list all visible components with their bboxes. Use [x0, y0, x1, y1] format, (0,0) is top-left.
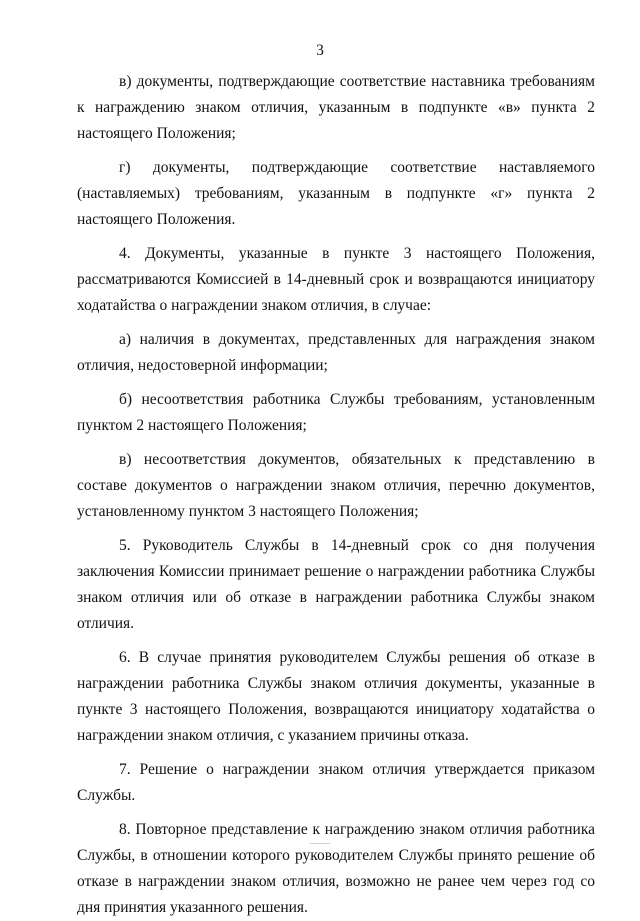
scan-artifact-mark: [310, 843, 330, 844]
paragraph-4v: в) несоответствия документов, обязательных к представлению в составе документов о награждении знаком отличия, перечню документов, установленному пунктом 3 настоящего Положения;: [77, 451, 595, 520]
paragraph-5: 5. Руководитель Службы в 14-дневный срок со дня получения заключения Комиссии принимает решение о награждении работника Службы знаком отличия или об отказе в награждении работника Службы знаком отличия.: [77, 537, 595, 632]
paragraph-7: 7. Решение о награждении знаком отличия утверждается приказом Службы.: [77, 761, 595, 804]
paragraph-3g: г) документы, подтверждающие соответствие наставляемого (наставляемых) требованиям, указанным в подпункте «г» пункта 2 настоящего Положения.: [77, 159, 595, 228]
paragraph-4: 4. Документы, указанные в пункте 3 настоящего Положения, рассматриваются Комиссией в 14-дневный срок и возвращаются инициатору ходатайства о награждении знаком отличия, в случае:: [77, 245, 595, 314]
paragraph-3v: в) документы, подтверждающие соответствие наставника требованиям к награждению знаком отличия, указанным в подпункте «в» пункта 2 настоящего Положения;: [77, 73, 595, 142]
paragraph-6: 6. В случае принятия руководителем Службы решения об отказе в награждении работника Службы знаком отличия документы, указанные в пункте 3 настоящего Положения, возвращаются инициатору ходатайства о награждении знаком отличия, с указанием причины отказа.: [77, 649, 595, 744]
document-body: [77, 69, 595, 921]
paragraph-4b: б) несоответствия работника Службы требованиям, установленным пунктом 2 настоящего Положения;: [77, 391, 595, 434]
paragraph-8: 8. Повторное представление к награждению знаком отличия работника Службы, в отношении которого руководителем Службы принято решение об отказе в награждении знаком отличия, возможно не ранее чем через год со дня принятия указанного решения.: [77, 821, 595, 916]
paragraph-4a: а) наличия в документах, представленных для награждения знаком отличия, недостоверной информации;: [77, 331, 595, 374]
page-number: 3: [316, 42, 324, 59]
